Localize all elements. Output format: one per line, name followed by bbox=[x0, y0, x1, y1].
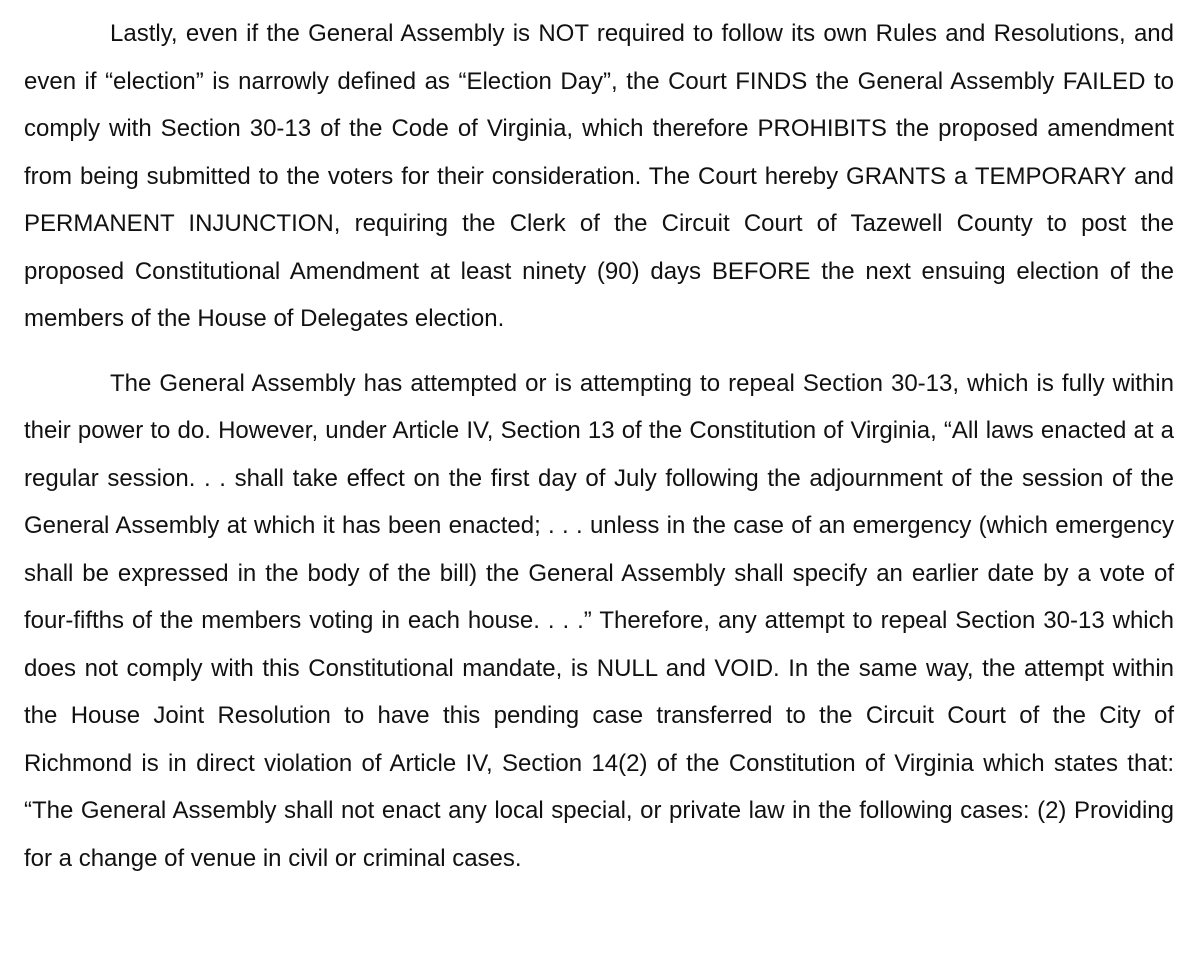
paragraph-injunction: Lastly, even if the General Assembly is NOT required to follow its own Rules and Resolutions, and even if “election” is narrowly defined as “Election Day”, the Court FINDS the General Assembly FAILED to comply with Section 30-13 of the Code of Virginia, which therefore PROHIBITS the proposed amendment from being submitted to the voters for their consideration. The Court hereby GRANTS a TEMPORARY and PERMANENT INJUNCTION, requiring the Clerk of the Circuit Court of Tazewell County to post the proposed Constitutional Amendment at least ninety (90) days BEFORE the next ensuing election of the members of the House of Delegates election. bbox=[24, 20, 1174, 332]
paragraph-repeal-section: The General Assembly has attempted or is attempting to repeal Section 30-13, which is fully within their power to do. However, under Article IV, Section 13 of the Constitution of Virginia, “All laws enacted at a regular session. . . shall take effect on the first day of July following the adjournment of the session of the General Assembly at which it has been enacted; . . . unless in the case of an emergency (which emergency shall be expressed in the body of the bill) the General Assembly shall specify an earlier date by a vote of four-fifths of the members voting in each house. . . .” Therefore, any attempt to repeal Section 30-13 which does not comply with this Constitutional mandate, is NULL and VOID. In the same way, the attempt within the House Joint Resolution to have this pending case transferred to the Circuit Court of the City of Richmond is in direct violation of Article IV, Section 14(2) of the Constitution of Virginia which states that: “The General Assembly shall not enact any local special, or private law in the following cases: (2) Providing for a change of venue in civil or criminal cases. bbox=[24, 369, 1174, 872]
